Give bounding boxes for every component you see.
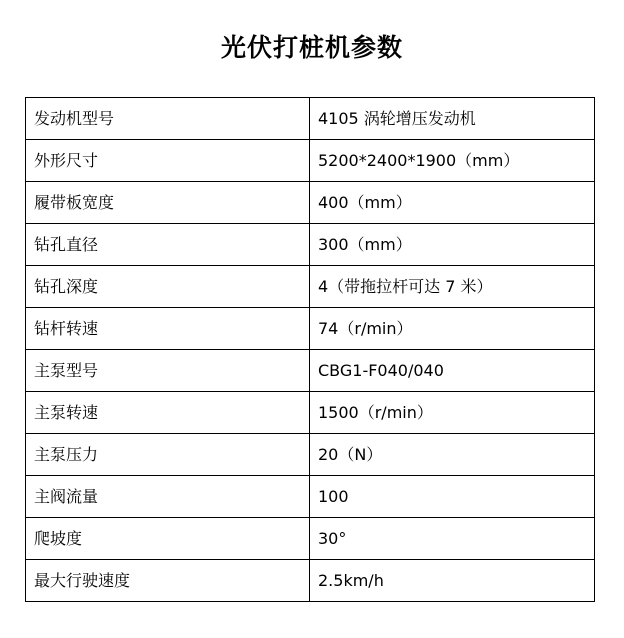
param-label: 履带板宽度 (26, 182, 310, 224)
param-value: 5200*2400*1900（mm） (310, 140, 595, 182)
table-row (26, 518, 595, 560)
param-value: 74（r/min） (310, 308, 595, 350)
param-label: 主泵转速 (26, 392, 310, 434)
param-label: 主泵型号 (26, 350, 310, 392)
param-value: CBG1-F040/040 (310, 350, 595, 392)
table-row (26, 476, 595, 518)
table-row (26, 434, 595, 476)
page-title: 光伏打桩机参数 (220, 33, 403, 62)
table-row (26, 182, 595, 224)
param-label: 发动机型号 (26, 98, 310, 140)
table-row (26, 98, 595, 140)
param-value: 300（mm） (310, 224, 595, 266)
table-row (26, 560, 595, 602)
param-label: 钻孔直径 (26, 224, 310, 266)
table-row (26, 140, 595, 182)
param-value: 1500（r/min） (310, 392, 595, 434)
param-value: 100 (310, 476, 595, 518)
table-row (26, 266, 595, 308)
param-label: 钻杆转速 (26, 308, 310, 350)
param-value: 4（带拖拉杆可达 7 米） (310, 266, 595, 308)
spec-table (25, 97, 595, 602)
table-row (26, 350, 595, 392)
param-label: 钻孔深度 (26, 266, 310, 308)
param-label: 外形尺寸 (26, 140, 310, 182)
table-row (26, 308, 595, 350)
param-label: 爬坡度 (26, 518, 310, 560)
param-label: 主阀流量 (26, 476, 310, 518)
param-value: 30° (310, 518, 595, 560)
table-row (26, 392, 595, 434)
param-value: 400（mm） (310, 182, 595, 224)
param-label: 主泵压力 (26, 434, 310, 476)
param-value: 2.5km/h (310, 560, 595, 602)
param-value: 20（N） (310, 434, 595, 476)
param-label: 最大行驶速度 (26, 560, 310, 602)
param-value: 4105 涡轮增压发动机 (310, 98, 595, 140)
table-row (26, 224, 595, 266)
